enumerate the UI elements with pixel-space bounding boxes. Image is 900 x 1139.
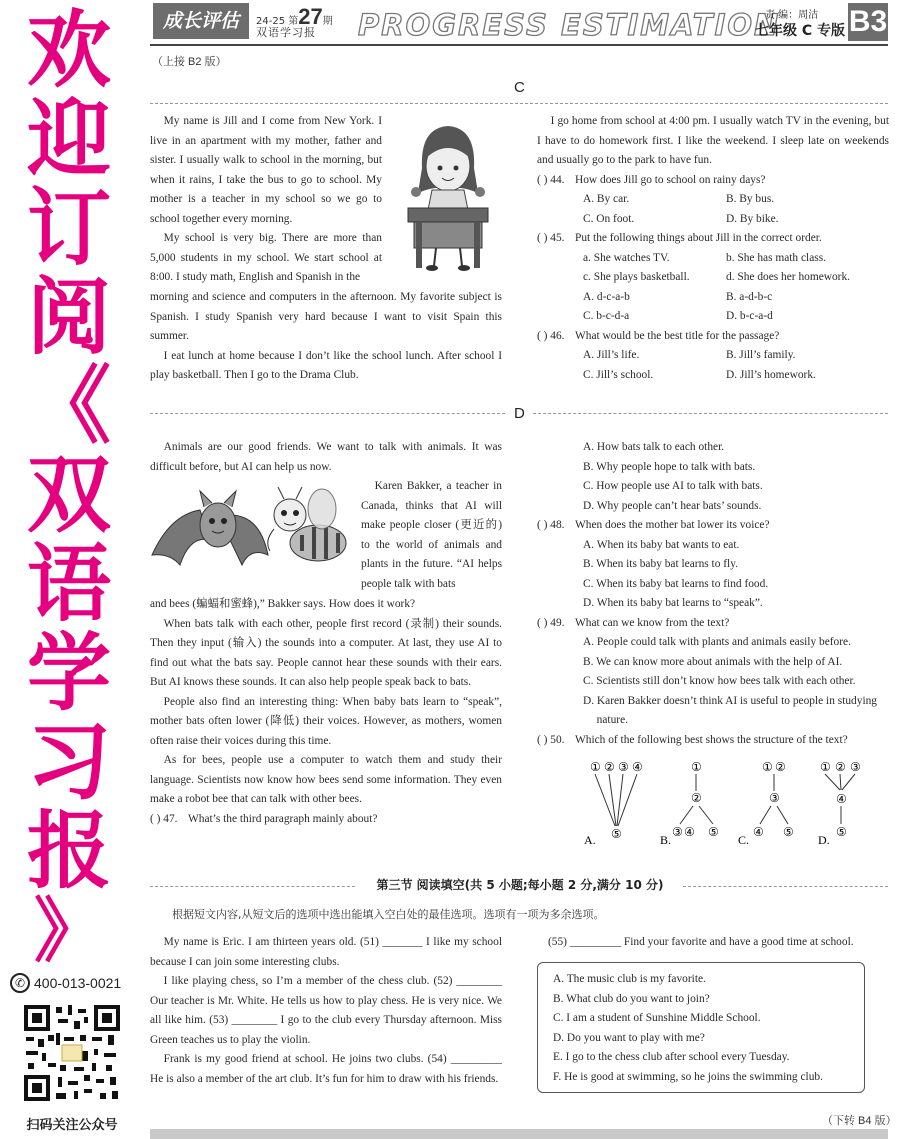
banner-char: 《	[26, 357, 111, 455]
question-text: Which of the following best shows the structure of the text?	[575, 733, 848, 746]
option[interactable]: C. When its baby bat learns to find food.	[583, 577, 769, 590]
diagram-label: A.	[584, 833, 596, 847]
event-item: c. She plays basketball.	[583, 271, 690, 283]
option[interactable]: A. Jill’s life.	[583, 349, 640, 361]
passage-d-intro	[150, 438, 502, 477]
passage-section-3	[150, 933, 502, 1089]
option[interactable]: C. On foot.	[583, 212, 635, 225]
option[interactable]: C. How people use AI to talk with bats.	[583, 480, 763, 492]
section-c-divider	[150, 103, 888, 104]
issue-year: 24-25	[256, 16, 286, 27]
option[interactable]: B. By bus.	[726, 193, 775, 205]
question-text: How does Jill go to school on rainy days?	[575, 173, 766, 186]
header-divider	[150, 44, 888, 46]
banner-char: 习	[26, 713, 111, 811]
node-1: ①	[762, 760, 773, 774]
option[interactable]: F. He is good at swimming, so he joins the swimming club.	[553, 1070, 823, 1083]
question-45[interactable]	[537, 229, 889, 249]
node-5: ⑤	[611, 827, 622, 841]
option[interactable]: D. Jill’s homework.	[726, 368, 816, 381]
question-number: ( ) 45.	[537, 232, 565, 244]
option[interactable]: B. We can know more about animals with the help of AI.	[583, 655, 843, 668]
node-1: ①	[590, 760, 601, 774]
question-text: Put the following things about Jill in the correct order.	[575, 232, 822, 244]
subscribe-banner	[14, 1, 124, 972]
line-55: (55) _________ Find your favorite and have a good time at school.	[548, 936, 854, 948]
paragraph: As for bees, people use a computer to watch them and study their language. Scientists now know how bees send some information. They even make a robot bee that can talk with other bees.	[150, 754, 502, 805]
footer-bar	[150, 1129, 888, 1139]
option[interactable]: D. By bike.	[726, 212, 779, 225]
question-number: ( ) 50.	[537, 733, 565, 746]
continued-from-note: （上接 B2 版）	[152, 56, 227, 68]
banner-char: 订	[26, 179, 111, 277]
paragraph: and bees (蝙蝠和蜜蜂),” Bakker says. How does it work?	[150, 598, 416, 610]
banner-char: 迎	[26, 90, 111, 188]
option[interactable]: D. When its baby bat learns to “speak”.	[583, 597, 763, 609]
question-45-options	[583, 249, 889, 327]
question-49[interactable]	[537, 614, 889, 634]
node-2: ②	[604, 760, 615, 774]
diagram-label: D.	[818, 833, 830, 847]
event-item: a. She watches TV.	[583, 251, 670, 264]
question-48[interactable]	[537, 516, 889, 536]
phone-number: 400-013-0021	[34, 975, 122, 991]
question-number: ( ) 49.	[537, 616, 565, 629]
structure-option-b[interactable]	[660, 760, 719, 847]
option[interactable]: A. People could talk with plants and animals easily before.	[583, 636, 851, 648]
node-2: ②	[775, 760, 786, 774]
option[interactable]: A. When its baby bat wants to eat.	[583, 538, 740, 551]
qr-code[interactable]	[22, 1003, 122, 1103]
passage-c-part2	[150, 288, 502, 386]
divider	[150, 886, 355, 887]
banner-char: 》	[34, 890, 104, 972]
option[interactable]: B. When its baby bat learns to fly.	[583, 558, 739, 570]
structure-option-a[interactable]	[584, 760, 643, 847]
divider	[683, 886, 888, 887]
phone-icon: ✆	[10, 973, 30, 993]
question-44-options	[583, 190, 889, 229]
node-4: ④	[632, 760, 643, 774]
question-text: What’s the third paragraph mainly about?	[188, 812, 378, 825]
question-number: ( ) 46.	[537, 329, 565, 342]
question-44[interactable]	[537, 171, 889, 191]
question-50[interactable]	[537, 731, 889, 751]
event-item: b. She has math class.	[726, 251, 826, 264]
option[interactable]: D. Karen Bakker doesn’t think AI is useful to people in studying nature.	[583, 694, 878, 726]
passage-d-part3	[150, 595, 502, 829]
option[interactable]: B. Jill’s family.	[726, 349, 796, 361]
option[interactable]: B. What club do you want to join?	[553, 992, 710, 1005]
qr-caption: 扫码关注公众号	[26, 1118, 118, 1133]
banner-char: 双	[26, 446, 111, 544]
brand-logo: 成长评估	[153, 3, 249, 39]
page-number: B3	[848, 3, 888, 41]
node-4: ④	[836, 792, 847, 806]
option[interactable]: A. The music club is my favorite.	[553, 973, 706, 985]
banner-char: 学	[26, 624, 111, 722]
question-46[interactable]	[537, 327, 889, 347]
questions-d-right	[537, 438, 889, 750]
section-3-header	[150, 876, 888, 896]
node-5: ⑤	[783, 825, 794, 839]
structure-option-d[interactable]	[818, 760, 861, 847]
progress-estimation-title: PROGRESS ESTIMATION	[358, 8, 781, 42]
section-3-instruction: 根据短文内容,从短文后的选项中选出能填入空白处的最佳选项。选项有一项为多余选项。	[172, 908, 605, 921]
option[interactable]: A. How bats talk to each other.	[583, 441, 725, 453]
question-number: ( ) 48.	[537, 519, 565, 531]
paragraph: I go home from school at 4:00 pm. I usually watch TV in the evening, but I have to do homework first. I like the weekend. I sleep late on weekends and usually go to the park to have fun.	[537, 115, 889, 166]
banner-char: 欢	[26, 1, 111, 99]
node-2: ②	[835, 760, 846, 774]
section-d-heading: D	[514, 405, 525, 422]
banner-char: 阅	[26, 268, 111, 366]
option[interactable]: C. Scientists still don’t know how bees talk with each other.	[583, 675, 856, 687]
node-4: ④	[684, 825, 695, 839]
banner-char: 报	[26, 802, 111, 900]
node-3: ③	[618, 760, 629, 774]
option[interactable]: D. b-c-a-d	[726, 310, 773, 322]
option[interactable]: C. b-c-d-a	[583, 310, 630, 322]
paragraph: My school is very big. There are more than 5,000 students in my school. We start school at 8:00. I study math, English and Spanish in the	[150, 232, 382, 283]
paragraph: When bats talk with each other, people first record (录制) their sounds. Then they input (输入) the sounds into a computer. At last, they use AI to find out what the bats say. People cannot hear these sounds with their ears. But AI knows these sounds. It can also help people speak back to bats.	[150, 617, 502, 688]
option[interactable]: C. Jill’s school.	[583, 368, 654, 381]
paragraph: I like playing chess, so I’m a member of the chess club. (52) ________ Our teacher is Mr. White. He tells us how to play chess. He is very nice. We all like him. (53) ________ I go to the club every Thursday afternoon. Miss Green teaches us to play the violin.	[150, 975, 502, 1046]
paper-name: 双语学习报	[256, 26, 316, 39]
continued-to-note: （下转 B4 版）	[822, 1115, 897, 1127]
option[interactable]: A. d-c-a-b	[583, 290, 630, 303]
event-item: d. She does her homework.	[726, 271, 851, 283]
node-3: ③	[850, 760, 861, 774]
question-47[interactable]	[150, 810, 502, 830]
diagram-label: C.	[738, 833, 750, 847]
question-text: When does the mother bat lower its voice?	[575, 519, 770, 531]
passage-c-part1	[150, 112, 382, 288]
structure-diagrams	[578, 756, 878, 848]
passage-c-right	[537, 112, 889, 385]
paragraph: My name is Eric. I am thirteen years old. (51) _______ I like my school because I can join some interesting clubs.	[150, 936, 502, 968]
diagram-label: B.	[660, 833, 672, 847]
node-1: ①	[820, 760, 831, 774]
node-4: ④	[753, 825, 764, 839]
option[interactable]: B. Why people hope to talk with bats.	[583, 460, 756, 473]
paragraph: Frank is my good friend at school. He joins two clubs. (54) _________ He is also a member of the art club. It’s fun for him to draw with his friends.	[150, 1053, 502, 1085]
section-3-options-box	[537, 962, 865, 1093]
option[interactable]: D. Do you want to play with me?	[553, 1031, 705, 1044]
banner-char: 语	[26, 535, 111, 633]
section-c-heading: C	[514, 79, 525, 96]
girl-at-desk-illustration	[402, 118, 494, 278]
paragraph: I eat lunch at home because I don’t like the school lunch. After school I play basketball. Then I go to the Drama Club.	[150, 349, 502, 381]
issue-suffix: 期	[322, 16, 333, 27]
node-5: ⑤	[836, 825, 847, 839]
issue-value: 27	[298, 4, 323, 29]
node-1: ①	[691, 760, 702, 774]
paragraph: My name is Jill and I come from New York. I live in an apartment with my mother, father and sister. I usually walk to school in the morning, but when it rains, I take the bus to go to school. My mother is a teacher in my school so we go to school together every morning.	[150, 115, 382, 225]
bat-and-bee-illustration	[150, 485, 355, 585]
paragraph: Karen Bakker, a teacher in Canada, thinks that AI will make people closer (更近的) to the world of animals and plants in the future. “AI helps people talk with bats	[361, 480, 502, 590]
section-d-divider-left	[150, 413, 505, 414]
editor-credit: 责 编：周洁	[765, 10, 819, 21]
issue-prefix: 第	[288, 16, 299, 27]
question-number: ( ) 44.	[537, 173, 565, 186]
node-3: ③	[672, 825, 683, 839]
option[interactable]: E. I go to the chess club after school every Tuesday.	[553, 1051, 790, 1063]
structure-option-c[interactable]	[738, 760, 794, 847]
node-3: ③	[769, 791, 780, 805]
option[interactable]: A. By car.	[583, 193, 630, 205]
paragraph: Animals are our good friends. We want to talk with animals. It was difficult before, but AI can help us now.	[150, 441, 502, 473]
option[interactable]: D. Why people can’t hear bats’ sounds.	[583, 499, 762, 512]
paragraph: morning and science and computers in the afternoon. My favorite subject is Spanish. I study Spanish very hard because I want to visit Spain this summer.	[150, 291, 502, 342]
section-3-title: 第三节 阅读填空(共 5 小题;每小题 2 分,满分 10 分)	[376, 878, 664, 892]
passage-d-part2	[361, 477, 502, 594]
grade-edition: 七年级 C 专版	[755, 23, 846, 39]
question-number: ( ) 47.	[150, 812, 178, 825]
option[interactable]: C. I am a student of Sunshine Middle School.	[553, 1012, 761, 1024]
question-46-options	[583, 346, 889, 385]
node-2: ②	[691, 791, 702, 805]
node-5: ⑤	[708, 825, 719, 839]
section-d-divider-right	[533, 413, 888, 414]
phone-contact	[10, 973, 121, 993]
question-text: What can we know from the text?	[575, 616, 730, 629]
option[interactable]: B. a-d-b-c	[726, 290, 773, 303]
question-text: What would be the best title for the passage?	[575, 329, 780, 342]
paragraph: People also find an interesting thing: When baby bats learn to “speak”, mother bats often lower (降低) their voices. However, as mothers, women often raise their voices during this time.	[150, 695, 502, 747]
